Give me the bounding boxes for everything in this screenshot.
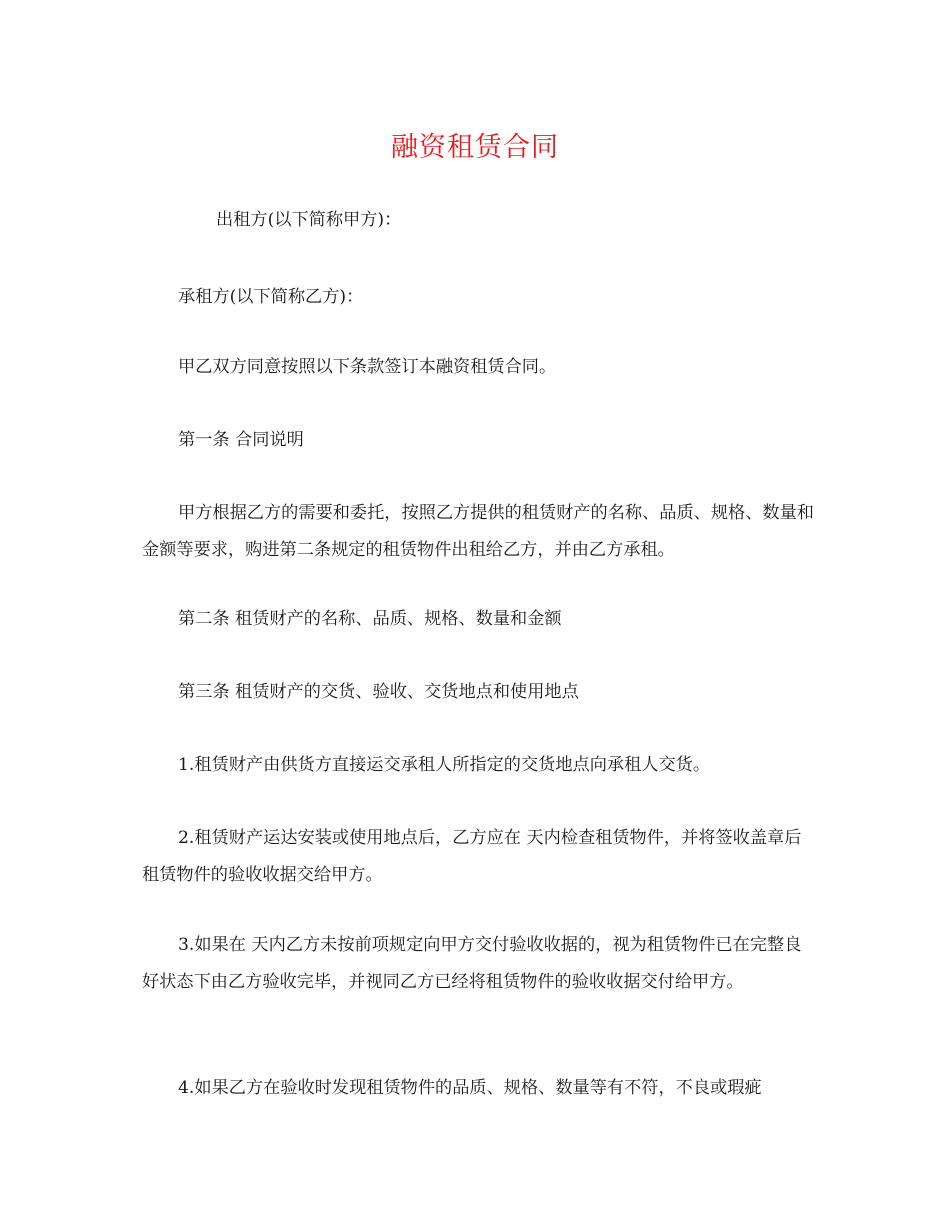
paragraph-lessee: 承租方(以下简称乙方)： <box>178 287 364 307</box>
paragraph-lessor: 出租方(以下简称甲方)： <box>216 210 402 230</box>
clause-3-2: 2.租赁财产运达安装或使用地点后，乙方应在 天内检查租赁物件，并将签收盖章后租赁物件的验收收据交给甲方。 <box>142 828 802 885</box>
document-title: 融资租赁合同 <box>391 132 559 163</box>
paragraph-agreement: 甲乙双方同意按照以下条款签订本融资租赁合同。 <box>178 357 557 377</box>
article-1-heading: 第一条 合同说明 <box>178 430 304 450</box>
article-1-body: 甲方根据乙方的需要和委托，按照乙方提供的租赁财产的名称、品质、规格、数量和金额等要求，购进第二条规定的租赁物件出租给乙方，并由乙方承租。 <box>142 503 814 560</box>
article-3-heading: 第三条 租赁财产的交货、验收、交货地点和使用地点 <box>178 682 579 702</box>
article-2-heading: 第二条 租赁财产的名称、品质、规格、数量和金额 <box>178 609 562 629</box>
clause-3-1: 1.租赁财产由供货方直接运交承租人所指定的交货地点向承租人交货。 <box>178 755 711 775</box>
clause-3-3: 3.如果在 天内乙方未按前项规定向甲方交付验收收据的，视为租赁物件已在完整良好状态下由乙方验收完毕，并视同乙方已经将租赁物件的验收收据交付给甲方。 <box>142 935 802 992</box>
clause-3-4: 4.如果乙方在验收时发现租赁物件的品质、规格、数量等有不符，不良或瑕疵 <box>178 1078 762 1098</box>
